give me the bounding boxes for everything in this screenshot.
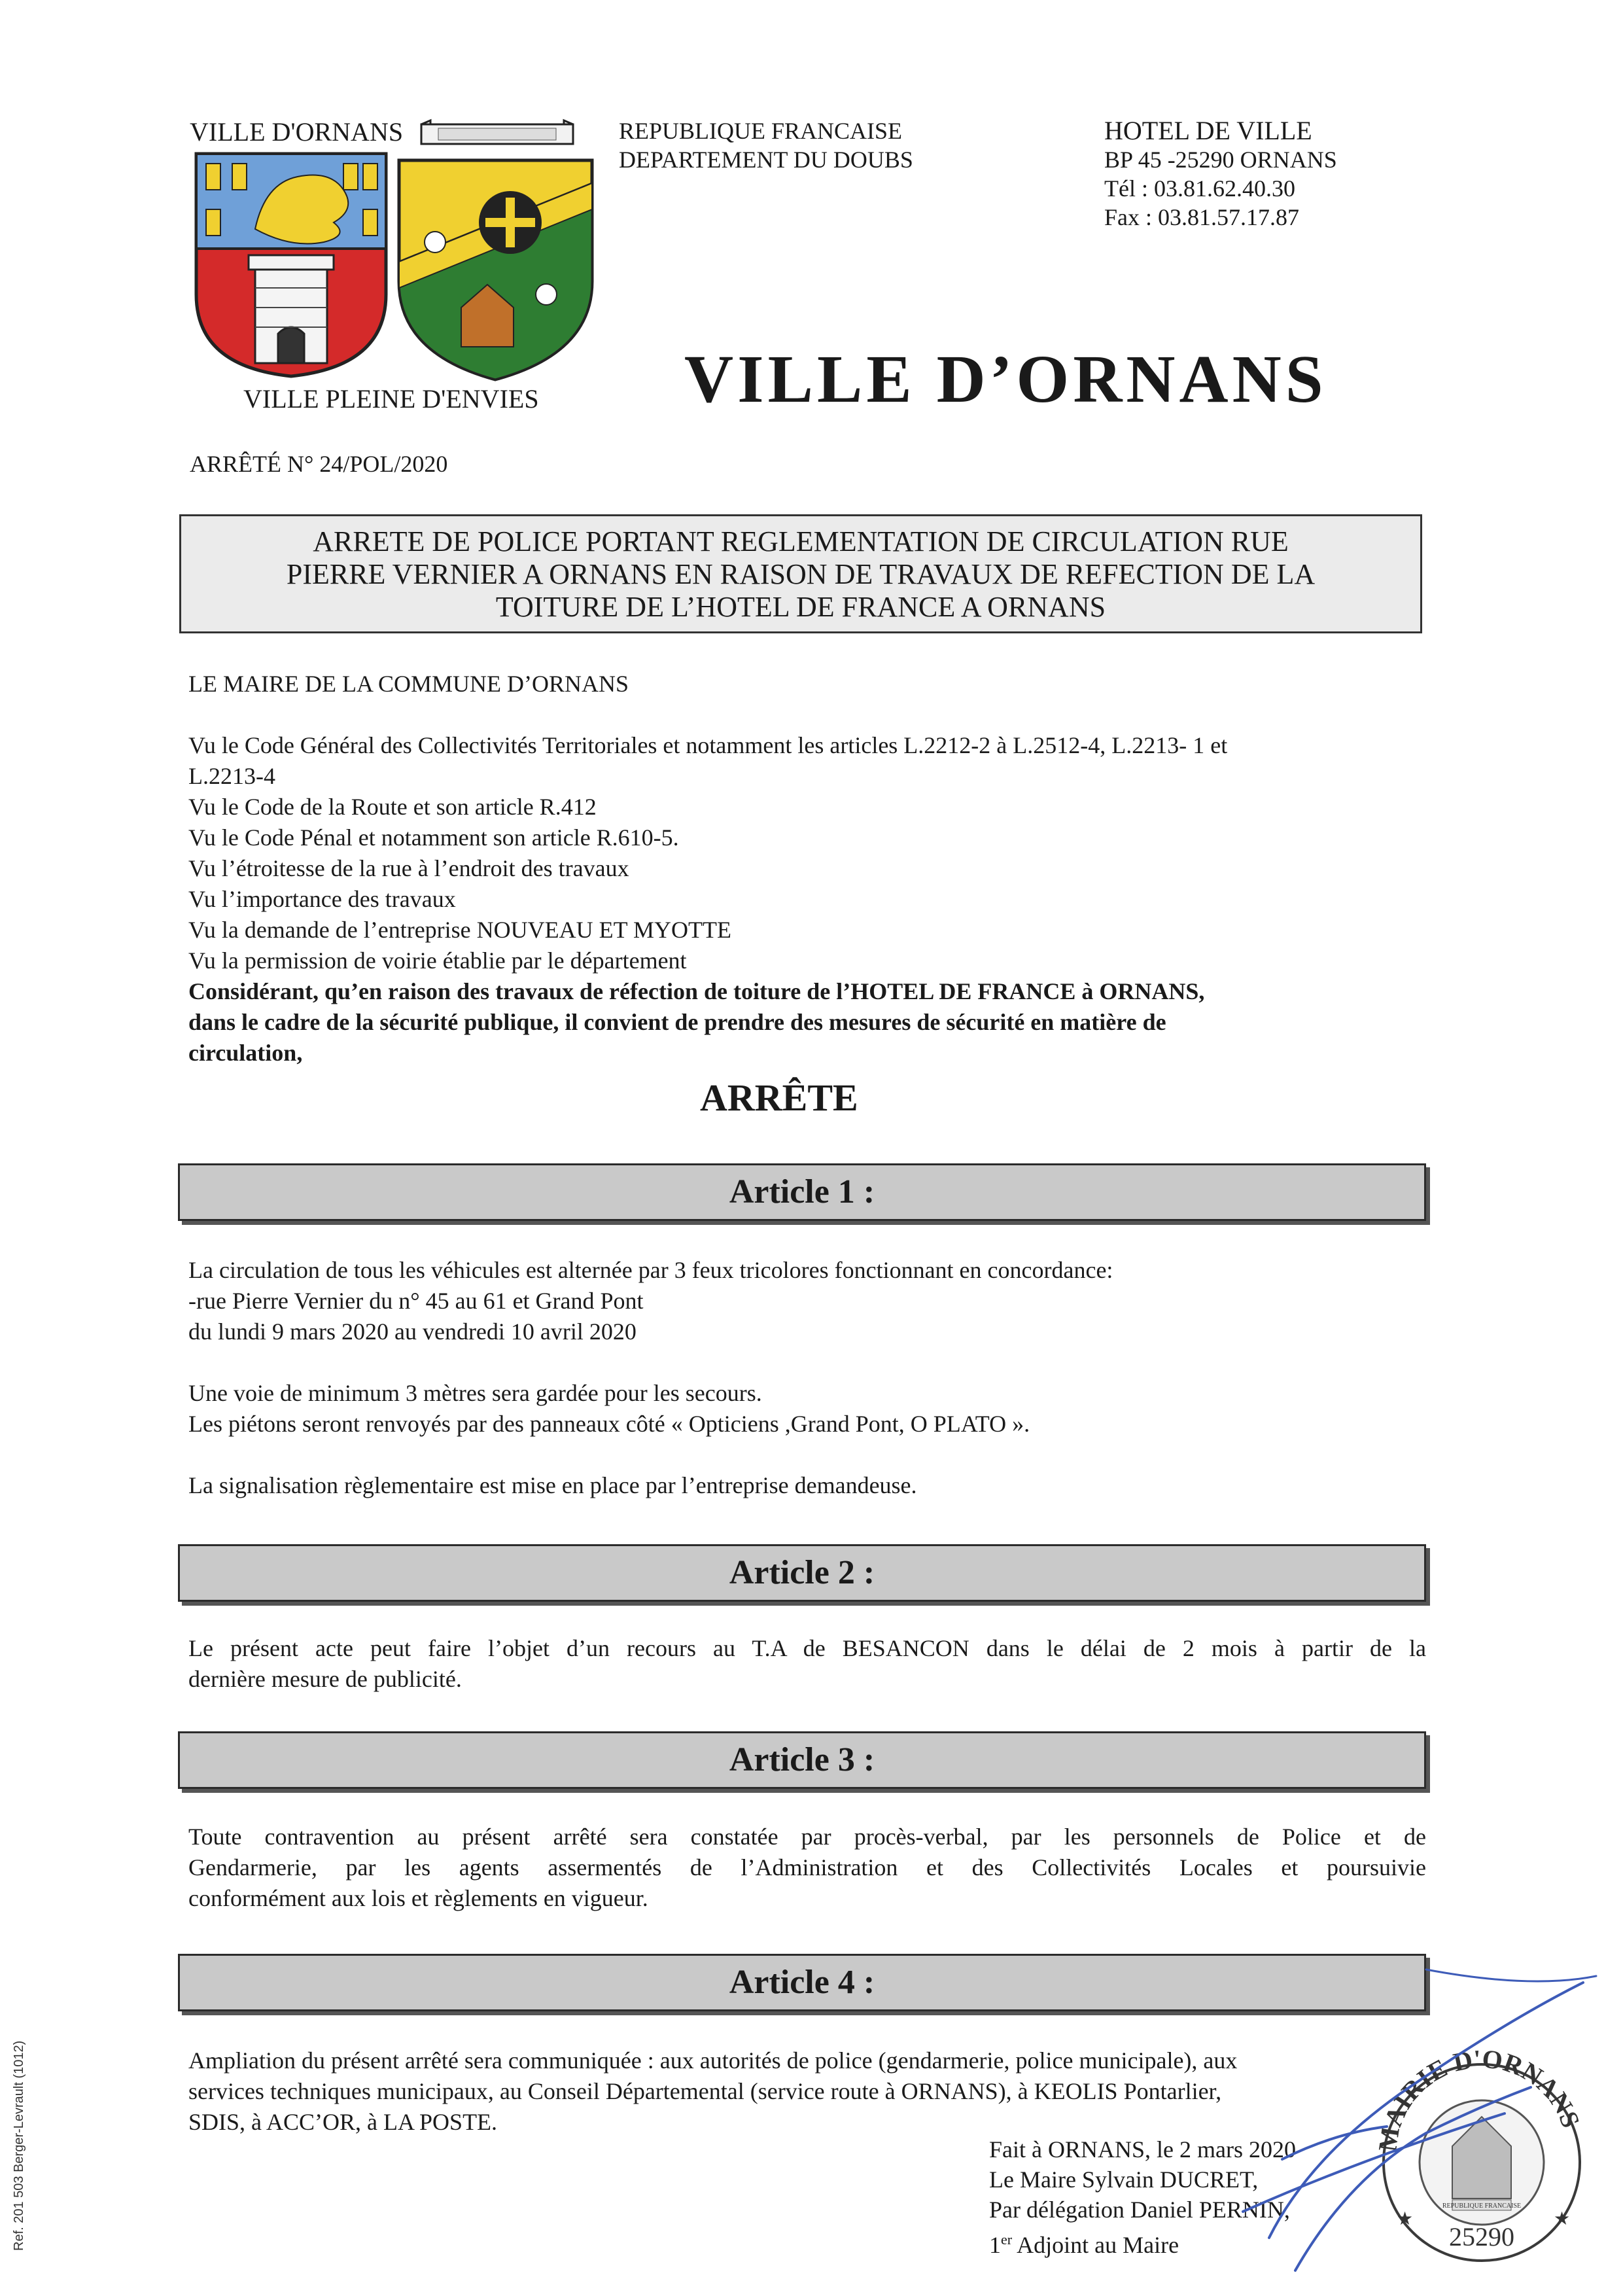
arrete-number: ARRÊTÉ N° 24/POL/2020	[190, 451, 448, 477]
article-line: conformément aux lois et règlements en vigueur.	[188, 1885, 648, 1911]
article-3-body	[188, 1822, 1426, 1914]
svg-text:★: ★	[1397, 2209, 1414, 2229]
signature-mayor: Le Maire Sylvain DUCRET,	[989, 2166, 1259, 2193]
town-hall-phone: Tél : 03.81.62.40.30	[1104, 175, 1295, 202]
town-hall-po-box: BP 45 -25290 ORNANS	[1104, 147, 1337, 173]
stamp-postal-code: 25290	[1449, 2222, 1514, 2252]
vu-line: Vu le Code de la Route et son article R.412	[188, 794, 597, 820]
considerant-line: Considérant, qu’en raison des travaux de réfection de toiture de l’HOTEL DE FRANCE à ORNANS,	[188, 978, 1205, 1004]
vu-line: Vu la permission de voirie établie par le département	[188, 947, 687, 974]
article-1-body	[188, 1255, 1431, 1501]
signature-place-date: Fait à ORNANS, le 2 mars 2020	[989, 2136, 1296, 2163]
mayor-heading: LE MAIRE DE LA COMMUNE D’ORNANS	[188, 671, 629, 697]
town-hall-fax: Fax : 03.81.57.17.87	[1104, 204, 1300, 230]
subject-box	[179, 514, 1422, 633]
considerant-line: circulation,	[188, 1040, 303, 1066]
article-line: Gendarmerie, par les agents assermentés de l’Administration et des Collectivités Locales et poursuivie	[188, 1854, 1426, 1881]
city-motto: VILLE PLEINE D'ENVIES	[243, 384, 539, 414]
republic-block	[619, 116, 913, 174]
considerant	[188, 976, 1431, 1069]
article-line: SDIS, à ACC’OR, à LA POSTE.	[188, 2109, 498, 2135]
vu-line: Vu le Code Pénal et notamment son article R.610-5.	[188, 824, 679, 851]
footer-reference: Ref. 201 503 Berger-Levrault (1012)	[12, 2040, 26, 2251]
ornans-coat-of-arms	[193, 150, 389, 380]
article-4-header: Article 4 :	[178, 1954, 1426, 2011]
article-2-body	[188, 1633, 1426, 1695]
article-line: -rue Pierre Vernier du n° 45 au 61 et Grand Pont	[188, 1288, 644, 1314]
city-label: VILLE D'ORNANS	[190, 117, 404, 147]
subject-line: PIERRE VERNIER A ORNANS EN RAISON DE TRAVAUX DE REFECTION DE LA	[286, 558, 1316, 590]
considerant-line: dans le cadre de la sécurité publique, il convient de prendre des mesures de sécurité en matière de	[188, 1009, 1166, 1035]
svg-text:★: ★	[1554, 2209, 1571, 2229]
department-line: DEPARTEMENT DU DOUBS	[619, 147, 913, 173]
article-line: Les piétons seront renvoyés par des panneaux côté « Opticiens ,Grand Pont, O PLATO ».	[188, 1411, 1030, 1437]
article-line: La circulation de tous les véhicules est alternée par 3 feux tricolores fonctionnant en concordance:	[188, 1257, 1113, 1283]
article-line: dernière mesure de publicité.	[188, 1666, 462, 1692]
article-line: services techniques municipaux, au Conseil Départemental (service route à ORNANS), à KEOLIS Pontarlier,	[188, 2078, 1222, 2104]
legal-basis	[188, 730, 1431, 1069]
town-hall-title: HOTEL DE VILLE	[1104, 116, 1312, 145]
article-2-header: Article 2 :	[178, 1544, 1426, 1602]
signature-deputy: 1er Adjoint au Maire	[989, 2231, 1179, 2258]
article-line: La signalisation règlementaire est mise en place par l’entreprise demandeuse.	[188, 1472, 917, 1498]
article-3-header: Article 3 :	[178, 1731, 1426, 1789]
vu-line: Vu la demande de l’entreprise NOUVEAU ET MYOTTE	[188, 917, 731, 943]
vu-line: Vu le Code Général des Collectivités Territoriales et notamment les articles L.2212-2 à L.2512-4, L.2213- 1 et	[188, 732, 1228, 758]
article-line: du lundi 9 mars 2020 au vendredi 10 avril 2020	[188, 1318, 637, 1345]
vu-line: Vu l’importance des travaux	[188, 886, 456, 912]
article-1-header: Article 1 :	[178, 1163, 1426, 1221]
handwritten-signature	[1230, 1963, 1609, 2290]
article-line: Toute contravention au présent arrêté sera constatée par procès-verbal, par les personnels de Police et de	[188, 1824, 1426, 1850]
signature-delegation: Par délégation Daniel PERNIN,	[989, 2197, 1290, 2223]
article-line: Ampliation du présent arrêté sera communiquée : aux autorités de police (gendarmerie, police municipale), aux	[188, 2047, 1238, 2074]
stamp-band-text: REPUBLIQUE FRANCAISE	[1442, 2202, 1522, 2210]
arrete-heading: ARRÊTE	[700, 1076, 858, 1119]
republic-line: REPUBLIQUE FRANCAISE	[619, 118, 903, 144]
ribbon-banner	[419, 118, 576, 149]
article-line: Une voie de minimum 3 mètres sera gardée pour les secours.	[188, 1380, 762, 1406]
article-line: Le présent acte peut faire l’objet d’un recours au T.A de BESANCON dans le délai de 2 mois à partir de la	[188, 1635, 1426, 1661]
town-hall-address	[1104, 116, 1337, 232]
vu-line: Vu l’étroitesse de la rue à l’endroit des travaux	[188, 855, 629, 881]
subject-line: TOITURE DE L’HOTEL DE FRANCE A ORNANS	[495, 591, 1106, 623]
page-title: VILLE D’ORNANS	[684, 342, 1327, 417]
vu-line: L.2213-4	[188, 763, 275, 789]
subject-line: ARRETE DE POLICE PORTANT REGLEMENTATION DE CIRCULATION RUE	[313, 525, 1289, 557]
stamp-ring-text: MAIRIE D'ORNANS	[1372, 2043, 1586, 2154]
heraldic-shield	[396, 157, 595, 383]
